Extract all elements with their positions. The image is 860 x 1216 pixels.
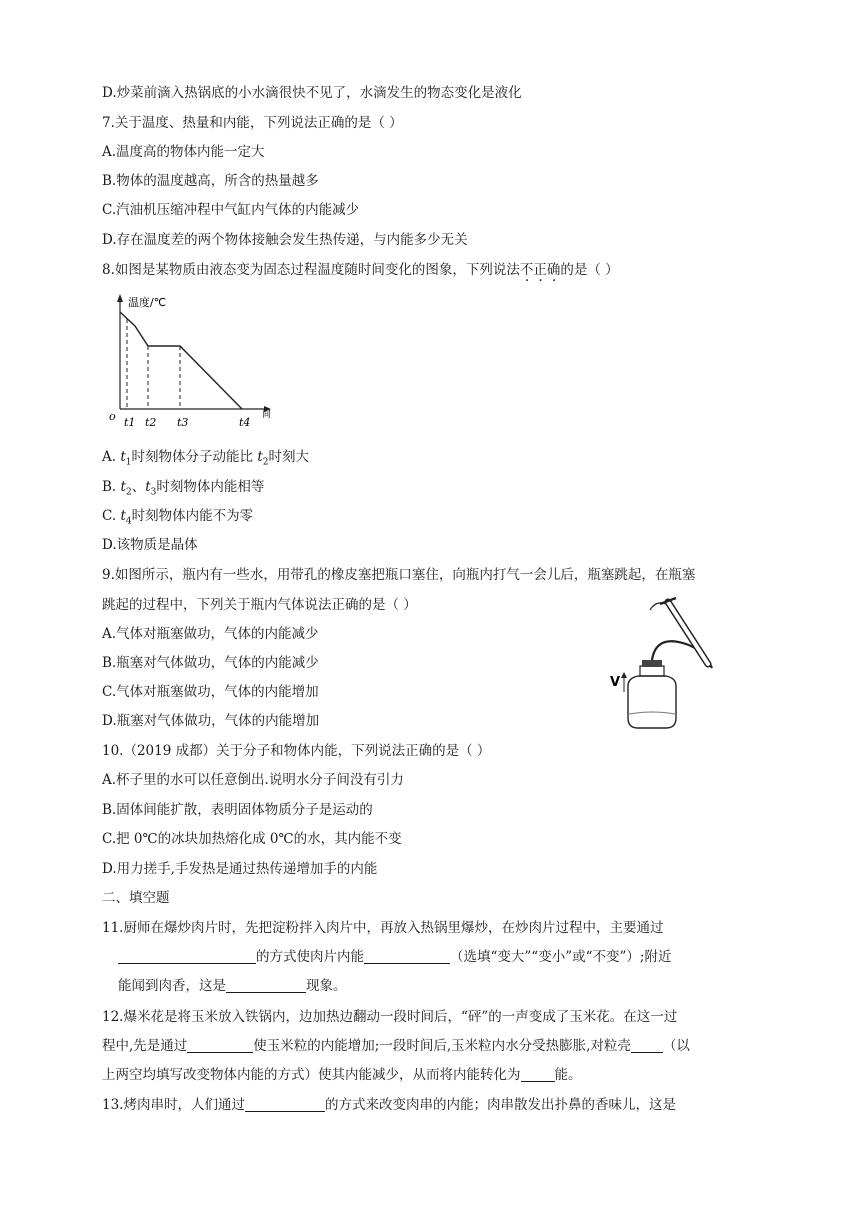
- q12-blank-3[interactable]: [521, 1067, 555, 1082]
- graph-tick-t3: t3: [177, 416, 189, 429]
- q12-text-3: （以: [662, 1038, 690, 1054]
- q9-stem-line1: 9.如图所示，瓶内有一些水，用带孔的橡皮塞把瓶口塞住，向瓶内打气一会儿后，瓶塞跳起，在瓶塞: [102, 567, 696, 583]
- q8c-t: t: [120, 508, 126, 524]
- graph-origin: o: [109, 410, 116, 423]
- q8b-t2: t: [145, 479, 151, 495]
- q13-text-2: 的方式来改变肉串的内能；肉串散发出扑鼻的香味儿，这是: [324, 1097, 676, 1113]
- q12-text-5: 能。: [554, 1067, 582, 1083]
- q8-option-c: [102, 507, 253, 531]
- q7-option-a: A.温度高的物体内能一定大: [102, 144, 265, 160]
- q13-line1: [102, 1096, 676, 1114]
- q8-stem-pre: 8.如图是某物质由液态变为固态过程温度随时间变化的图象，下列说法: [102, 262, 520, 278]
- q12-line2: [102, 1037, 690, 1055]
- q11-text-4: 能闻到肉香，这是: [118, 978, 226, 994]
- q8-emph-3: 确: [546, 262, 561, 278]
- q8b-sub2: 3: [150, 487, 157, 498]
- q8c-sub1: 4: [125, 516, 132, 527]
- q12-line3: [102, 1066, 582, 1084]
- q11-line2: [118, 948, 671, 966]
- q8-stem: [102, 261, 619, 279]
- q9-option-d: D.瓶塞对气体做功，气体的内能增加: [102, 713, 320, 729]
- bottle-water-line: [629, 712, 675, 714]
- q8b-end: 时刻物体内能相等: [156, 479, 265, 495]
- q12-text-2: 使玉米粒的内能增加;一段时间后,玉米粒内水分受热膨胀,对粒壳: [253, 1038, 631, 1054]
- q8-emph-2: 正: [533, 262, 547, 278]
- q11-line3: [118, 977, 347, 995]
- q9-option-b: B.瓶塞对气体做功，气体的内能减少: [102, 655, 319, 671]
- q8a-sub2: 2: [262, 457, 269, 468]
- q9-bottle-pump-figure: [604, 594, 724, 734]
- q8-emph-1: 不: [519, 262, 534, 278]
- figure-label-v: V: [610, 675, 621, 690]
- rubber-stopper: [642, 660, 662, 667]
- bottle-neck: [640, 666, 664, 676]
- section-fill-in-heading: 二、填空题: [102, 890, 170, 906]
- q13-blank-1[interactable]: [245, 1097, 325, 1112]
- graph-x-label: 间: [262, 410, 272, 420]
- q9-option-a: A.气体对瓶塞做功，气体的内能减少: [102, 626, 319, 642]
- q11-text-2: 的方式使肉片内能: [256, 949, 364, 965]
- q8a-t: t: [120, 449, 126, 465]
- q8-temperature-graph: [104, 292, 284, 434]
- q11-line1: 11.厨师在爆炒肉片时，先把淀粉拌入肉片中，再放入热锅里爆炒，在炒肉片过程中，主要通过: [102, 920, 664, 936]
- q11-text-5: 现象。: [306, 978, 347, 994]
- graph-y-arrow: [117, 294, 123, 302]
- q12-text-4: 上两空均填写改变物体内能的方式）使其内能减少，从而将内能转化为: [102, 1067, 521, 1083]
- q8-stem-post: 的是（ ）: [560, 262, 619, 278]
- q7-option-b: B.物体的温度越高，所含的热量越多: [102, 173, 319, 189]
- q10-option-b: B.固体间能扩散，表明固体物质分子是运动的: [102, 802, 373, 818]
- q8-option-a: [102, 448, 309, 472]
- q8b-mid: 、: [131, 479, 146, 495]
- q11-text-3: （选填“变大”“变小”或“不变”）;附近: [450, 949, 672, 965]
- q8c-prefix: C.: [102, 508, 121, 524]
- q12-text-1: 程中,先是通过: [102, 1038, 188, 1054]
- q7-stem: 7.关于温度、热量和内能，下列说法正确的是（ ）: [102, 115, 403, 131]
- q8-option-d: D.该物质是晶体: [102, 537, 198, 553]
- q8a-mid: 时刻物体分子动能比: [131, 449, 258, 465]
- q11-blank-3[interactable]: [226, 978, 306, 993]
- q10-stem: 10.（2019 成都）关于分子和物体内能，下列说法正确的是（ ）: [102, 743, 491, 759]
- velocity-arrow-head: [621, 672, 627, 678]
- q8-option-b: [102, 478, 264, 502]
- q12-blank-1[interactable]: [187, 1038, 253, 1053]
- q6-option-d: D.炒菜前滴入热锅底的小水滴很快不见了，水滴发生的物态变化是液化: [102, 85, 522, 101]
- graph-tick-t4: t4: [239, 416, 251, 429]
- q10-option-c: C.把 0℃的冰块加热熔化成 0℃的水，其内能不变: [102, 831, 402, 847]
- q8b-prefix: B.: [102, 479, 121, 495]
- q8a-end: 时刻大: [268, 449, 309, 465]
- q8c-end: 时刻物体内能不为零: [131, 508, 254, 524]
- bottle-body: [628, 676, 676, 728]
- q8a-prefix: A.: [102, 449, 121, 465]
- q11-blank-2[interactable]: [364, 949, 450, 964]
- q8a-t2: t: [257, 449, 263, 465]
- graph-curve: [120, 312, 242, 409]
- q11-blank-1[interactable]: [118, 949, 256, 964]
- q7-option-d: D.存在温度差的两个物体接触会发生热传递，与内能多少无关: [102, 232, 468, 248]
- q7-option-c: C.汽油机压缩冲程中气缸内气体的内能减少: [102, 202, 360, 218]
- q10-option-d: D.用力搓手,手发热是通过热传递增加手的内能: [102, 861, 378, 877]
- q10-option-a: A.杯子里的水可以任意倒出.说明水分子间没有引力: [102, 772, 404, 788]
- q9-option-c: C.气体对瓶塞做功，气体的内能增加: [102, 684, 319, 700]
- graph-y-label: 温度/℃: [128, 296, 167, 309]
- graph-tick-t1: t1: [124, 416, 136, 429]
- q12-line1: 12.爆米花是将玉米放入铁锅内，边加热边翻动一段时间后，“砰”的一声变成了玉米花。在这一过: [102, 1009, 678, 1025]
- q12-blank-2[interactable]: [631, 1038, 663, 1053]
- pump-barrel-inner: [668, 602, 708, 664]
- q8a-sub1: 1: [125, 457, 132, 468]
- q8b-t: t: [120, 479, 126, 495]
- q9-stem-line2: 跳起的过程中，下列关于瓶内气体说法正确的是（ ）: [102, 597, 417, 613]
- graph-tick-t2: t2: [145, 416, 157, 429]
- q8b-sub1: 2: [125, 487, 132, 498]
- q13-text-1: 13.烤肉串时，人们通过: [102, 1097, 245, 1113]
